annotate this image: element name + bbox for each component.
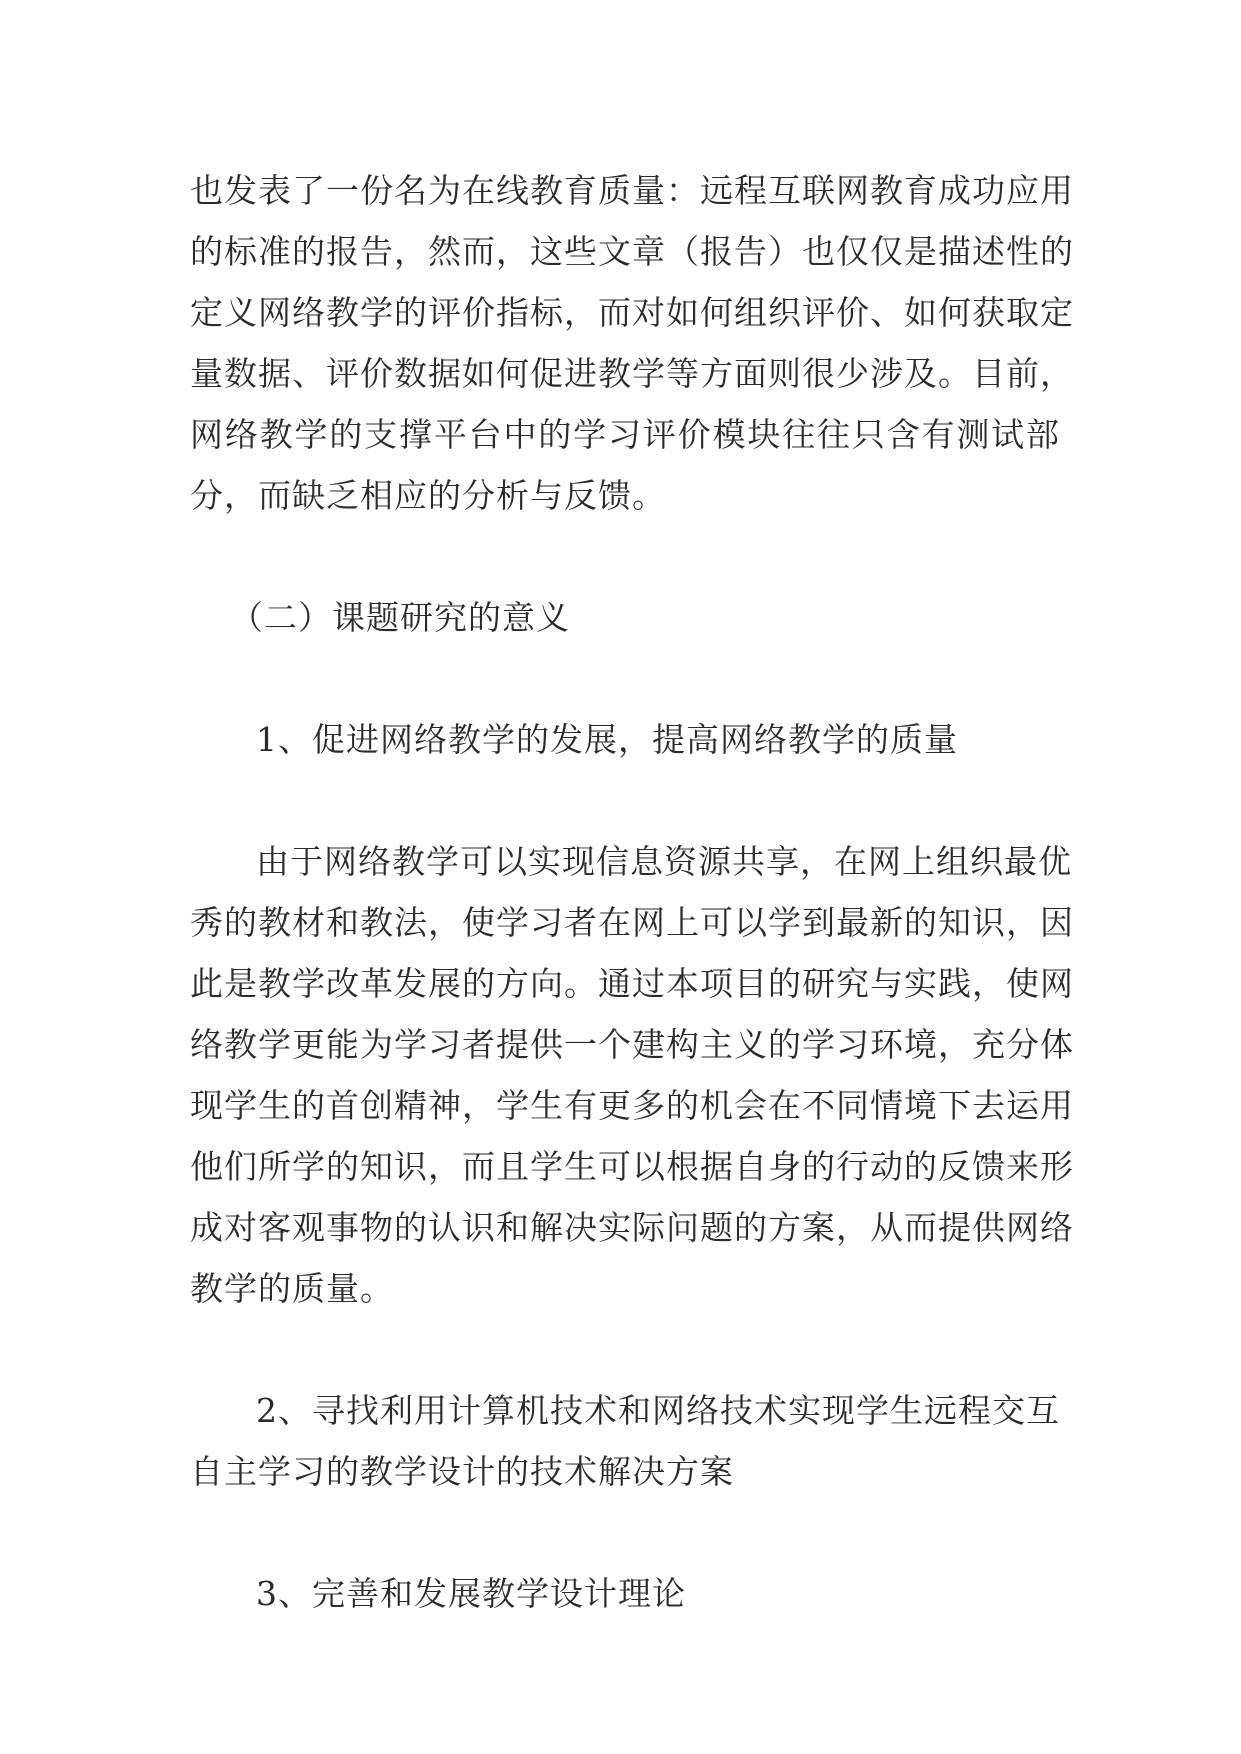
section-heading: （二）课题研究的意义: [230, 598, 570, 637]
item-2-heading: [190, 1380, 1060, 1502]
text-line: 秀的教材和教法，使学习者在网上可以学到最新的知识，因: [190, 903, 1074, 942]
item-1-paragraph: [190, 831, 1074, 1319]
text-line: 定义网络教学的评价指标，而对如何组织评价、如何获取定: [190, 293, 1074, 332]
text-line: 教学的质量。: [190, 1269, 394, 1308]
text-line: 现学生的首创精神，学生有更多的机会在不同情境下去运用: [190, 1086, 1074, 1125]
text-line: 网络教学的支撑平台中的学习评价模块往往只含有测试部: [190, 415, 1060, 454]
text-line: 此是教学改革发展的方向。通过本项目的研究与实践，使网: [190, 964, 1074, 1003]
text-line: 成对客观事物的认识和解决实际问题的方案，从而提供网络: [190, 1208, 1074, 1247]
text-line: 他们所学的知识，而且学生可以根据自身的行动的反馈来形: [190, 1147, 1074, 1186]
item-1-heading: 1、促进网络教学的发展，提高网络教学的质量: [256, 720, 958, 759]
document-page: [190, 160, 1074, 1624]
item-3-heading: 3、完善和发展教学设计理论: [256, 1574, 686, 1613]
text-line: 分，而缺乏相应的分析与反馈。: [190, 476, 666, 515]
text-line: 也发表了一份名为在线教育质量：远程互联网教育成功应用: [190, 171, 1074, 210]
text-line: 自主学习的教学设计的技术解决方案: [190, 1452, 734, 1491]
text-line: 络教学更能为学习者提供一个建构主义的学习环境，充分体: [190, 1025, 1074, 1064]
paragraph-1: [190, 160, 1074, 526]
text-line: 由于网络教学可以实现信息资源共享，在网上组织最优: [256, 842, 1072, 881]
text-line: 量数据、评价数据如何促进教学等方面则很少涉及。目前，: [190, 354, 1074, 393]
text-line: 2、寻找利用计算机技术和网络技术实现学生远程交互: [256, 1391, 1060, 1430]
text-line: 的标准的报告，然而，这些文章（报告）也仅仅是描述性的: [190, 232, 1074, 271]
